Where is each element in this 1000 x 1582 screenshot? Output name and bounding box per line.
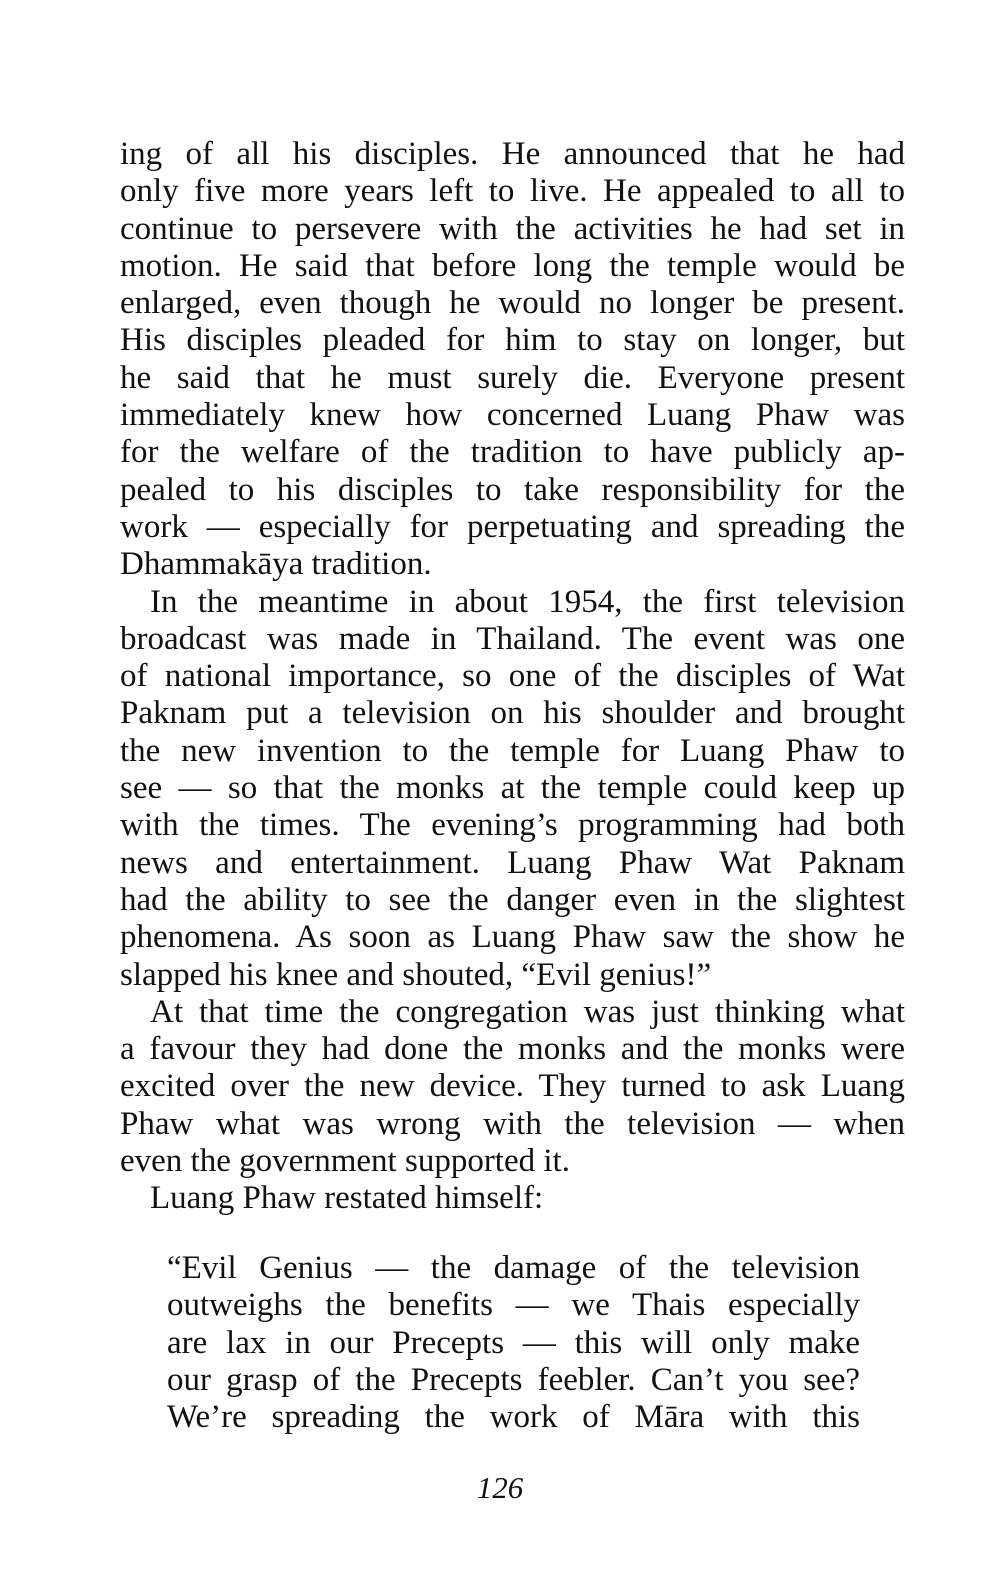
text-line: At that time the congregation was just thinking what — [150, 993, 905, 1030]
text-line: with the times. The evening’s programming had both — [120, 807, 905, 844]
text-line: phenomena. As soon as Luang Phaw saw the show he — [120, 919, 905, 956]
text-line: for the welfare of the tradition to have publicly ap- — [120, 434, 905, 471]
quote-line: our grasp of the Precepts feebler. Can’t you see? — [167, 1361, 860, 1398]
text-line: Dhammakāya tradition. — [120, 546, 432, 583]
text-line: see — so that the monks at the temple could keep up — [120, 770, 905, 807]
quote-line: outweighs the benefits — we Thais especially — [167, 1287, 860, 1324]
block-quote — [167, 1250, 860, 1436]
text-line: Paknam put a television on his shoulder and brought — [120, 695, 905, 732]
text-line: had the ability to see the danger even in the slightest — [120, 881, 905, 918]
text-line: of national importance, so one of the disciples of Wat — [120, 658, 905, 695]
text-line: pealed to his disciples to take responsibility for the — [120, 471, 905, 508]
text-line: continue to persevere with the activities he had set in — [120, 210, 905, 247]
text-line: he said that he must surely die. Everyone present — [120, 359, 905, 396]
body-text — [120, 136, 905, 1218]
text-line: ing of all his disciples. He announced that he had — [120, 136, 905, 172]
quote-line: are lax in our Precepts — this will only make — [167, 1324, 860, 1361]
quote-line: We’re spreading the work of Māra with this — [167, 1399, 860, 1436]
text-line: broadcast was made in Thailand. The event was one — [120, 620, 905, 657]
text-line: only five more years left to live. He appealed to all to — [120, 173, 905, 210]
text-line: a favour they had done the monks and the monks were — [120, 1031, 905, 1068]
text-line: immediately knew how concerned Luang Phaw was — [120, 397, 905, 434]
text-line: Phaw what was wrong with the television — when — [120, 1105, 905, 1142]
page-number: 126 — [476, 1470, 524, 1505]
text-line: motion. He said that before long the temple would be — [120, 247, 905, 284]
text-line: enlarged, even though he would no longer be present. — [120, 285, 905, 322]
text-line: the new invention to the temple for Luang Phaw to — [120, 732, 905, 769]
text-line: slapped his knee and shouted, “Evil genius!” — [120, 956, 712, 993]
text-line: excited over the new device. They turned to ask Luang — [120, 1068, 905, 1105]
text-line: In the meantime in about 1954, the first television — [150, 583, 905, 620]
text-line: work — especially for perpetuating and spreading the — [120, 508, 905, 545]
text-line: even the government supported it. — [120, 1143, 570, 1180]
text-line: news and entertainment. Luang Phaw Wat Paknam — [120, 844, 905, 881]
text-line: Luang Phaw restated himself: — [150, 1180, 544, 1217]
quote-line: “Evil Genius — the damage of the television — [167, 1250, 860, 1286]
text-line: His disciples pleaded for him to stay on longer, but — [120, 322, 905, 359]
